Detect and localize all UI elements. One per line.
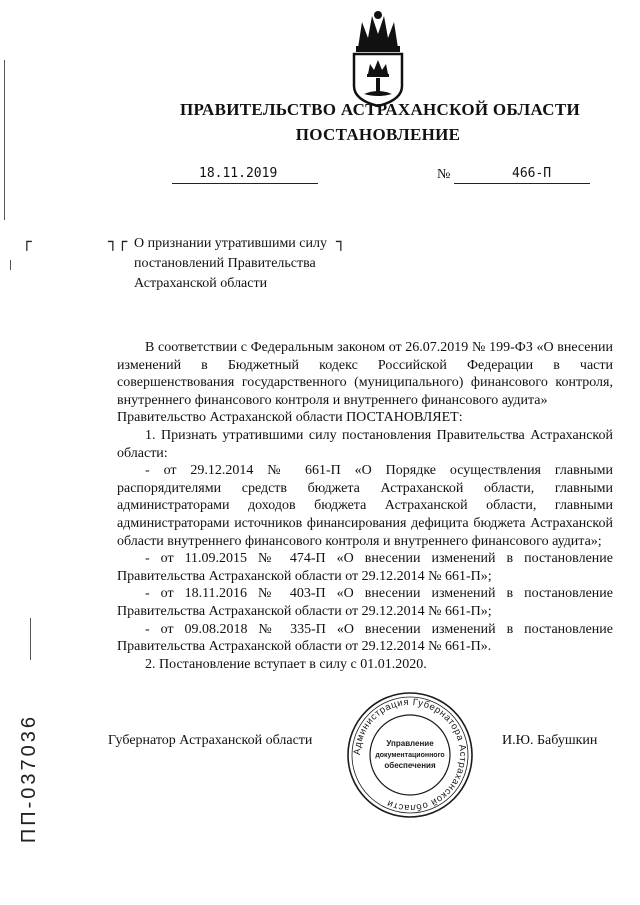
subject-line: постановлений Правительства	[134, 256, 316, 271]
seal-center-line: Управление	[386, 739, 434, 748]
date-underline	[172, 183, 318, 184]
document-type: ПОСТАНОВЛЕНИЕ	[295, 125, 461, 144]
serial-number: ПП-037036	[18, 714, 40, 844]
clause-1-item: - от 11.09.2015 № 474-П «О внесении изменений в постановление Правительства Астраханской области от 29.12.2014 № 661-П»;	[117, 551, 613, 584]
margin-line-small	[10, 260, 11, 270]
document-date: 18.11.2019	[199, 166, 278, 181]
intro-paragraph: В соответствии с Федеральным законом от 26.07.2019 № 199-ФЗ «О внесении изменений в Бюджетный кодекс Российской Федерации в части совершенствования государственного (муниципального) финансового контроля, внутреннего финансового контроля и внутреннего финансового аудита»	[117, 340, 613, 408]
clause-1-item: - от 09.08.2018 № 335-П «О внесении изменений в постановление Правительства Астраханской области от 29.12.2014 № 661-П».	[117, 621, 613, 655]
document-number: 466-П	[512, 166, 552, 181]
subject-bracket-open: ┐┌	[108, 232, 128, 251]
number-underline	[454, 183, 590, 184]
signatory-name: И.Ю. Бабушкин	[502, 733, 598, 748]
left-corner-mark: ┌	[22, 232, 32, 251]
seal-center-line: обеспечения	[384, 761, 436, 770]
subject-line: О признании утратившими силу	[134, 236, 327, 251]
decree-line: Правительство Астраханской области ПОСТАНОВЛЯЕТ:	[117, 410, 463, 426]
coat-of-arms-emblem	[350, 8, 406, 108]
subject-line: Астраханской области	[134, 276, 268, 291]
clause-1-item: - от 29.12.2014 № 661-П «О Порядке осуществления главными распорядителями средств бюджета Астраханской области, главными администраторами доходов бюджета Астраханской области, главными администраторами источников финансирования дефицита бюджета Астраханской области внутреннего финансового контроля и внутреннего финансового аудита»;	[117, 463, 613, 549]
clause-1-item: - от 18.11.2016 № 403-П «О внесении изменений в постановление Правительства Астраханской области от 29.12.2014 № 661-П»;	[117, 586, 613, 619]
seal-center-line: документационного	[375, 752, 445, 759]
government-title: ПРАВИТЕЛЬСТВО АСТРАХАНСКОЙ ОБЛАСТИ	[180, 100, 580, 119]
subject-bracket-close: ┐	[336, 232, 346, 251]
document-body	[117, 339, 613, 673]
clause-1: 1. Признать утратившими силу постановления Правительства Астраханской области:	[117, 427, 613, 461]
number-label: №	[437, 167, 451, 182]
margin-line-top	[4, 60, 5, 220]
margin-line-middle	[30, 618, 31, 660]
clause-2: 2. Постановление вступает в силу с 01.01.2020.	[145, 656, 427, 672]
seal-ring-text: Администрация Губернатора Астраханской области	[351, 696, 469, 814]
signatory-title: Губернатор Астраханской области	[108, 733, 313, 748]
document-subject	[134, 234, 374, 294]
official-seal	[345, 690, 475, 820]
